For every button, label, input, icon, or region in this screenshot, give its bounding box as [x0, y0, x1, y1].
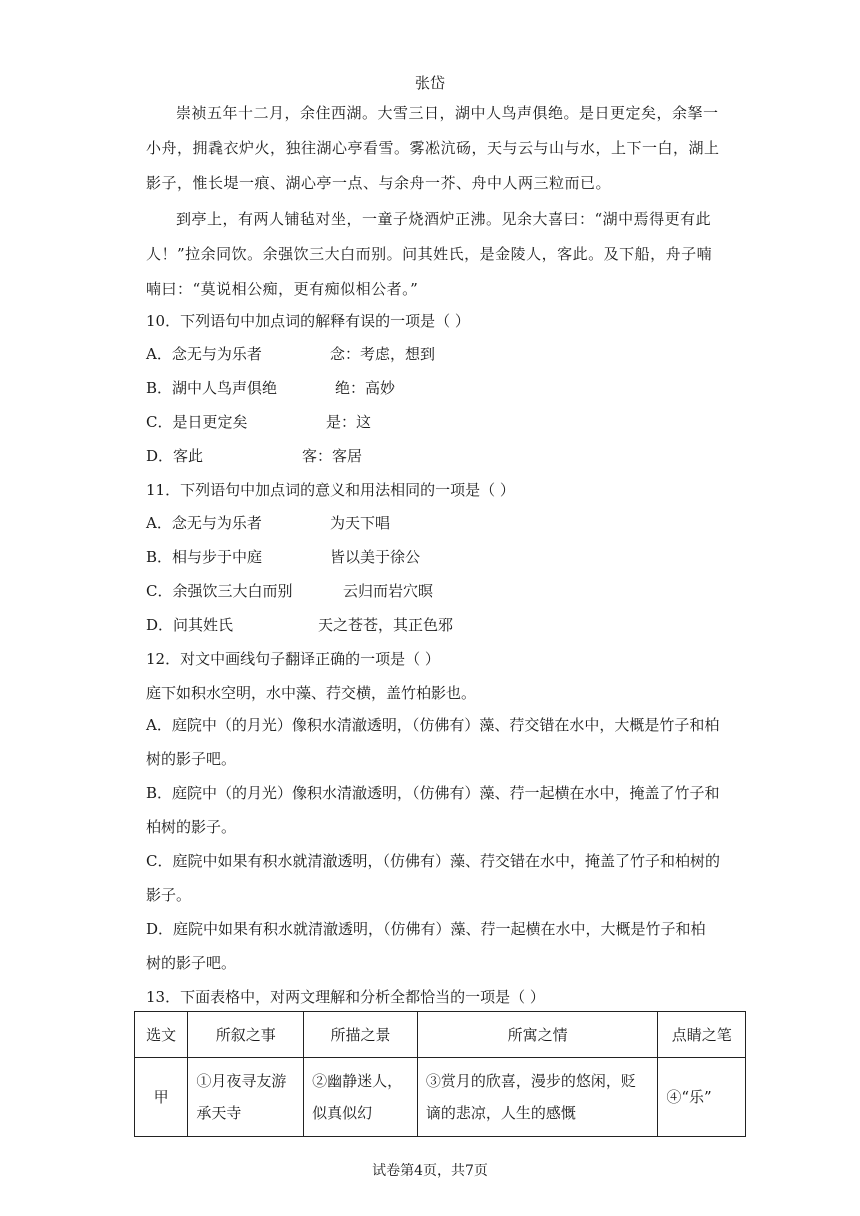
q10-option-c-gloss: 是：这: [326, 413, 372, 431]
q10-option-d: [146, 445, 363, 466]
q11-option-d-text: D．问其姓氏: [146, 616, 234, 634]
cell-selection: 甲: [135, 1058, 188, 1137]
q11-option-b: [146, 546, 421, 567]
q10-option-b: [146, 377, 396, 398]
q11-option-d: [146, 614, 454, 635]
q10-option-d-text: D．客此: [146, 447, 204, 465]
q10-option-b-gloss: 绝：高妙: [335, 379, 396, 397]
q11-option-a-compare: 为天下唱: [330, 514, 391, 532]
question-12-stem: 12．对文中画线句子翻译正确的一项是（ ）: [146, 650, 440, 668]
q12-option-a: A．庭院中（的月光）像积水清澈透明，（仿佛有）藻、荇交错在水中，大概是竹子和柏树的影子吧。: [146, 716, 720, 768]
passage-paragraph-2: 到亭上，有两人铺毡对坐，一童子烧酒炉正沸。见余大喜曰：“湖中焉得更有此人！”拉余同饮。余强饮三大白而别。问其姓氏，是金陵人，客此。及下船，舟子喃喃曰：“莫说相公痴，更有痴似相公者。”: [146, 210, 713, 298]
q11-option-c-compare: 云归而岩穴暝: [343, 582, 434, 600]
q10-option-c-text: C．是日更定矣: [146, 413, 248, 431]
header-cell-highlight: 点睛之笔: [658, 1012, 746, 1058]
cell-scene: ②幽静迷人，似真似幻: [304, 1058, 418, 1137]
analysis-table: [134, 1011, 746, 1137]
cell-highlight: ④“乐”: [658, 1058, 746, 1137]
question-11-stem: 11．下列语句中加点词的意义和用法相同的一项是（ ）: [146, 481, 515, 499]
page-footer: 试卷第4页，共7页: [372, 1163, 488, 1179]
q10-option-a: [146, 343, 436, 364]
q10-option-d-gloss: 客：客居: [302, 447, 363, 465]
q12-option-c: C．庭院中如果有积水就清澈透明，（仿佛有）藻、荇交错在水中，掩盖了竹子和柏树的影子。: [146, 852, 720, 904]
cell-emotion: ③赏月的欣喜，漫步的悠闲，贬谪的悲凉，人生的感慨: [417, 1058, 658, 1137]
table-row: [135, 1058, 746, 1137]
q11-option-c: [146, 580, 434, 601]
header-cell-selection: 选文: [135, 1012, 188, 1058]
table-header-row: [135, 1012, 746, 1058]
header-cell-scene: 所描之景: [304, 1012, 418, 1058]
q10-option-a-text: A．念无与为乐者: [146, 345, 262, 363]
q11-option-c-text: C．余强饮三大白而别: [146, 582, 293, 600]
q11-option-a: [146, 512, 391, 533]
q11-option-b-text: B．相与步于中庭: [146, 548, 263, 566]
header-cell-emotion: 所寓之情: [417, 1012, 658, 1058]
header-cell-event: 所叙之事: [188, 1012, 304, 1058]
q11-option-b-compare: 皆以美于徐公: [330, 548, 421, 566]
q12-option-b: B．庭院中（的月光）像积水清澈透明，（仿佛有）藻、荇一起横在水中，掩盖了竹子和柏树的影子。: [146, 784, 720, 836]
q10-option-b-text: B．湖中人鸟声俱绝: [146, 379, 278, 397]
q12-sentence: 庭下如积水空明，水中藻、荇交横，盖竹柏影也。: [146, 684, 477, 702]
cell-event: ①月夜寻友游承天寺: [188, 1058, 304, 1137]
question-10-stem: 10．下列语句中加点词的解释有误的一项是（ ）: [146, 312, 470, 330]
passage-paragraph-1: 崇祯五年十二月，余住西湖。大雪三日，湖中人鸟声俱绝。是日更定矣，余拏一小舟，拥毳衣炉火，独往湖心亭看雪。雾凇沆砀，天与云与山与水，上下一白，湖上影子，惟长堤一痕、湖心亭一点、与余舟一芥、舟中人两三粒而已。: [146, 104, 720, 192]
question-13-stem: 13．下面表格中，对两文理解和分析全都恰当的一项是（ ）: [146, 988, 545, 1006]
q11-option-a-text: A．念无与为乐者: [146, 514, 262, 532]
author-line: 张岱: [414, 74, 445, 92]
q11-option-d-compare: 天之苍苍，其正色邪: [318, 616, 454, 634]
q10-option-a-gloss: 念：考虑，想到: [330, 345, 436, 363]
q12-option-d: D．庭院中如果有积水就清澈透明，（仿佛有）藻、荇一起横在水中，大概是竹子和柏树的影子吧。: [146, 920, 706, 972]
q10-option-c: [146, 411, 372, 432]
